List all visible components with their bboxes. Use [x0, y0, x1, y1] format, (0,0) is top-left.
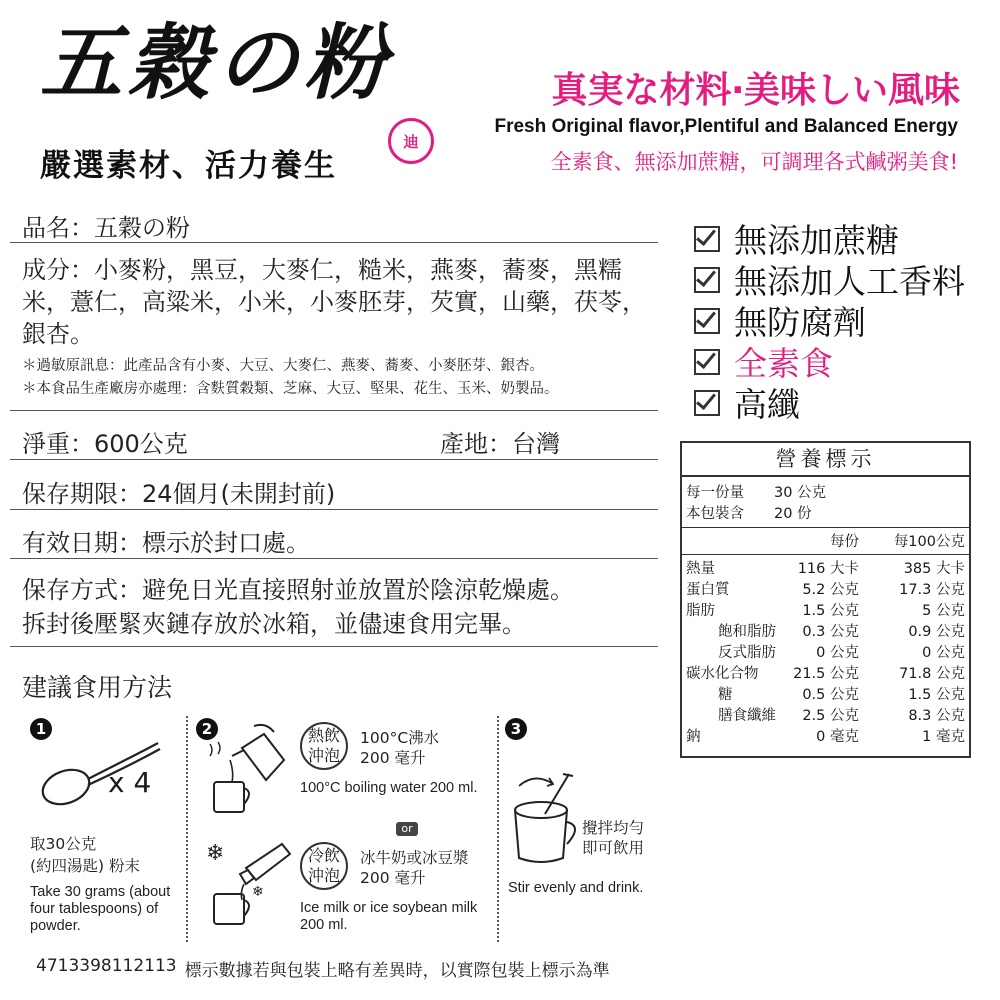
expiry: 有效日期：標示於封口處。: [22, 529, 310, 557]
footer-note: 標示數據若與包裝上略有差異時，以實際包裝上標示為準: [184, 961, 610, 981]
servings-value: 20 份: [774, 506, 812, 522]
slogan-japanese: 真実な材料‧美味しい風味: [551, 70, 960, 111]
nutrition-cell: 0.9 公克: [908, 624, 965, 640]
nutrition-title: 營養標示: [682, 443, 969, 477]
nutrition-cell: 0.5 公克: [802, 687, 859, 703]
nutrition-cell: 116 大卡: [797, 561, 859, 577]
origin: 產地：台灣: [440, 430, 560, 458]
ingredients: 成分：小麥粉，黑豆，大麥仁，糙米，燕麥，蕎麥，黑糯米，薏仁，高粱米，小米，小麥胚芽，芡實，山藥，茯苓，銀杏。: [22, 256, 646, 348]
nutrition-cell: 0 公克: [816, 645, 859, 661]
step1-en: Take 30 grams (about four tablespoons) of powder.: [30, 884, 171, 934]
divider: [10, 459, 658, 460]
nutrition-cell: 0 公克: [922, 645, 965, 661]
storage-line-1: 保存方式：避免日光直接照射並放置於陰涼乾燥處。: [22, 576, 574, 604]
nutrition-cell: 碳水化合物: [686, 666, 759, 682]
nutrition-cell: 17.3 公克: [899, 582, 965, 598]
spoon-multiplier: x 4: [108, 766, 152, 799]
divider: [10, 242, 658, 243]
nutrition-row: [682, 641, 969, 662]
shelf-life: 保存期限：24個月(未開封前): [22, 480, 336, 508]
nutrition-facts-table: [680, 441, 971, 758]
barcode-number: 4713398112113: [36, 956, 177, 976]
step-number-1: 1: [30, 718, 52, 740]
check-item-no-flavoring: [694, 256, 965, 303]
checkbox-checked-icon: [694, 349, 720, 375]
cold-cn-line1: 冰牛奶或冰豆漿: [360, 849, 469, 867]
factory-note: ＊本食品生產廠房亦處理：含麩質穀類、芝麻、大豆、堅果、花生、玉米、奶製品。: [22, 381, 559, 397]
usage-title: 建議食用方法: [22, 673, 173, 702]
product-name: 品名：五穀の粉: [22, 214, 190, 242]
nutrition-row: [682, 725, 969, 746]
check-label: 全素食: [734, 344, 833, 383]
step-divider: [186, 716, 188, 942]
brand-seal-logo: [388, 118, 434, 164]
serving-size-value: 30 公克: [774, 485, 827, 501]
servings-label: 本包裝含: [686, 506, 744, 522]
nutrition-row: [682, 620, 969, 641]
check-item-no-sugar: [694, 215, 899, 262]
step1-cn-line1: 取30公克: [30, 835, 97, 853]
nutrition-row: [682, 683, 969, 704]
milk-bottle-pour-icon: [200, 830, 300, 930]
nutrition-rows: [682, 557, 969, 746]
divider: [10, 646, 658, 647]
step-number-3: 3: [505, 718, 527, 740]
nutrition-cell: 1 毫克: [922, 729, 965, 745]
slogan-english: Fresh Original flavor,Plentiful and Balanced Energy: [494, 116, 958, 137]
step3-en: Stir evenly and drink.: [508, 880, 644, 896]
check-label: 高纖: [734, 385, 800, 424]
nutrition-cell: 2.5 公克: [802, 708, 859, 724]
cold-cn-line2: 200 毫升: [360, 869, 426, 887]
stir-cup-icon: [505, 770, 585, 870]
nutrition-cell: 膳食纖維: [718, 708, 776, 724]
hot-cn-line2: 200 毫升: [360, 749, 426, 767]
step1-cn-line2: (約四湯匙) 粉末: [30, 857, 141, 875]
step-number-2: 2: [196, 718, 218, 740]
nutrition-cell: 71.8 公克: [899, 666, 965, 682]
footer: [36, 956, 610, 981]
nutrition-cell: 熱量: [686, 561, 715, 577]
nutrition-cell: 0.3 公克: [802, 624, 859, 640]
cold-drink-bubble: 冷飲沖泡: [300, 842, 348, 890]
step-divider: [497, 716, 499, 942]
hot-cn-line1: 100°C沸水: [360, 729, 440, 747]
checkbox-checked-icon: [694, 267, 720, 293]
checkbox-checked-icon: [694, 390, 720, 416]
divider: [10, 558, 658, 559]
nutrition-cell: 5.2 公克: [802, 582, 859, 598]
check-item-no-preservatives: [694, 297, 866, 344]
check-label: 無添加人工香料: [734, 262, 965, 301]
serving-size-label: 每一份量: [686, 485, 744, 501]
divider: [10, 509, 658, 510]
serving-info: [682, 481, 969, 523]
allergen-note: ＊過敏原訊息：此產品含有小麥、大豆、大麥仁、燕麥、蕎麥、小麥胚芽、銀杏。: [22, 358, 544, 374]
nutrition-row: [682, 557, 969, 578]
nutrition-cell: 21.5 公克: [793, 666, 859, 682]
hot-drink-bubble: 熱飲沖泡: [300, 722, 348, 770]
nutrition-row: [682, 662, 969, 683]
nutrition-cell: 反式脂肪: [718, 645, 776, 661]
brand-title: 五穀の粉: [40, 15, 392, 111]
nutrition-cell: 1.5 公克: [908, 687, 965, 703]
check-item-high-fiber: [694, 379, 800, 426]
nutrition-row: [682, 578, 969, 599]
step3-cn-line2: 即可飲用: [582, 839, 645, 857]
nutrition-cell: 蛋白質: [686, 582, 730, 598]
slogan-chinese: 全素食、無添加蔗糖，可調理各式鹹粥美食!: [550, 150, 958, 174]
checkbox-checked-icon: [694, 226, 720, 252]
svg-text:❄: ❄: [206, 841, 225, 866]
checkbox-checked-icon: [694, 308, 720, 334]
nutrition-cell: 385 大卡: [903, 561, 965, 577]
nutrition-row: [682, 599, 969, 620]
col-per-100g: 每100公克: [893, 534, 965, 550]
storage-line-2: 拆封後壓緊夾鏈存放於冰箱，並儘速食用完畢。: [22, 610, 526, 638]
check-label: 無防腐劑: [734, 303, 866, 342]
nutrition-cell: 鈉: [686, 729, 701, 745]
nutrition-cell: 8.3 公克: [908, 708, 965, 724]
nutrition-column-headers: [682, 530, 969, 551]
kettle-pour-icon: [204, 720, 294, 820]
nutrition-cell: 5 公克: [922, 603, 965, 619]
seal-text: 迪: [403, 132, 419, 151]
svg-text:❄: ❄: [252, 884, 264, 900]
nutrition-cell: 飽和脂肪: [718, 624, 776, 640]
net-weight: 淨重：600公克: [22, 430, 188, 458]
nutrition-cell: 脂肪: [686, 603, 715, 619]
or-badge: or: [396, 822, 418, 836]
nutrition-row: [682, 704, 969, 725]
divider: [10, 410, 658, 411]
check-item-vegetarian: [694, 338, 833, 385]
nutrition-cell: 0 毫克: [816, 729, 859, 745]
check-label: 無添加蔗糖: [734, 221, 899, 260]
hot-en: 100°C boiling water 200 ml.: [300, 780, 478, 796]
nutrition-cell: 糖: [718, 687, 733, 703]
cold-en: Ice milk or ice soybean milk 200 ml.: [300, 900, 478, 933]
nutrition-cell: 1.5 公克: [802, 603, 859, 619]
step3-cn-line1: 攪拌均勻: [582, 819, 645, 837]
brand-subtitle: 嚴選素材、活力養生: [40, 148, 337, 184]
col-per-serving: 每份: [830, 534, 859, 550]
